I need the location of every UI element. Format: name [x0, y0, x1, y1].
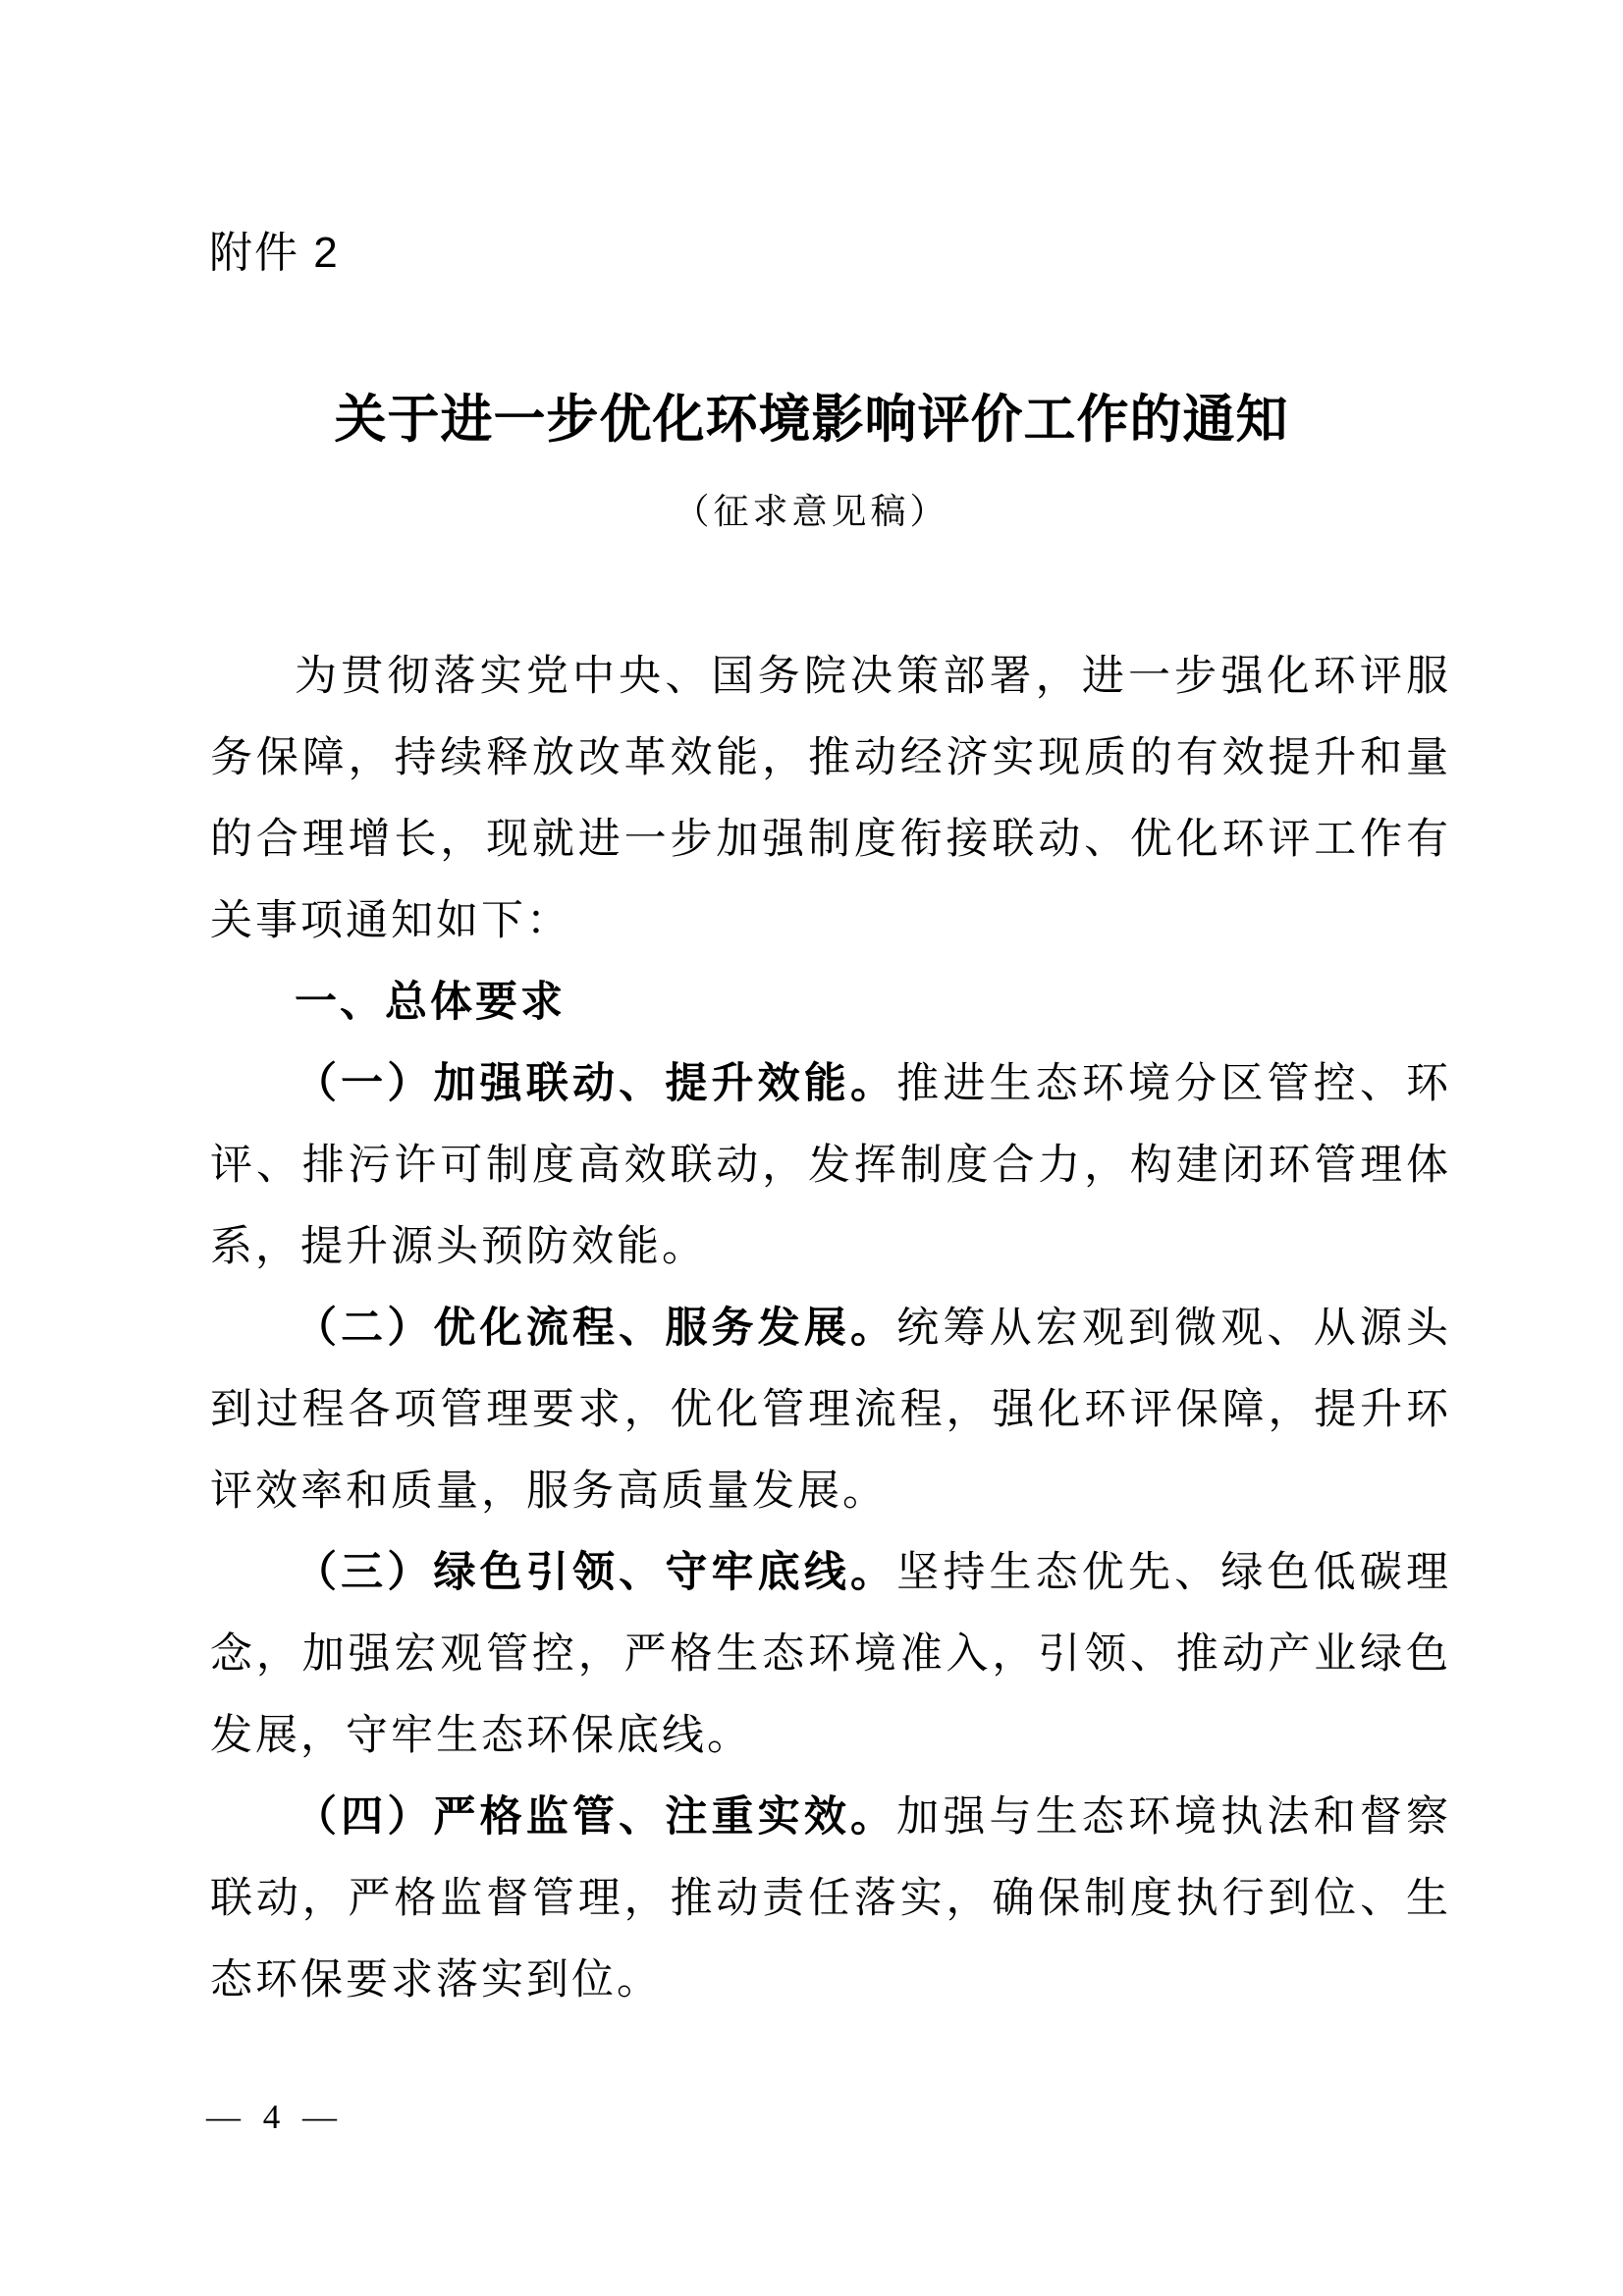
attachment-label: 附件 2: [209, 229, 340, 277]
section-heading-overall-requirements: 一、总体要求: [295, 979, 566, 1026]
item-4-lead: （四）严格监管、注重实效。: [295, 1794, 897, 1841]
document-body: [210, 636, 1451, 2021]
item-paragraph-3: [210, 1532, 1451, 1777]
item-paragraph-2: [210, 1288, 1451, 1532]
document-title: 关于进一步优化环境影响评价工作的通知: [334, 392, 1289, 449]
item-2-lead: （二）优化流程、服务发展。: [295, 1306, 897, 1352]
item-paragraph-1: [210, 1043, 1451, 1288]
item-3-body: 坚持生态优先、绿色低碳理念，加强宏观管控，严格生态环境准入，引领、推动产业绿色发展，守牢生态环保底线。: [210, 1550, 1452, 1759]
item-3-lead: （三）绿色引领、守牢底线。: [295, 1550, 897, 1596]
page-number: — 4 —: [206, 2098, 344, 2136]
document-subtitle: （征求意见稿）: [674, 492, 949, 531]
intro-paragraph: 为贯彻落实党中央、国务院决策部署，进一步强化环评服务保障，持续释放改革效能，推动经济实现质的有效提升和量的合理增长，现就进一步加强制度衔接联动、优化环评工作有关事项通知如下：: [210, 654, 1451, 944]
item-1-lead: （一）加强联动、提升效能。: [295, 1061, 897, 1107]
item-paragraph-4: [210, 1777, 1451, 2021]
item-1-body: 推进生态环境分区管控、环评、排污许可制度高效联动，发挥制度合力，构建闭环管理体系，提升源头预防效能。: [210, 1061, 1452, 1270]
item-4-body: 加强与生态环境执法和督察联动，严格监督管理，推动责任落实，确保制度执行到位、生态环保要求落实到位。: [210, 1794, 1452, 2003]
item-2-body: 统筹从宏观到微观、从源头到过程各项管理要求，优化管理流程，强化环评保障，提升环评效率和质量，服务高质量发展。: [210, 1306, 1452, 1515]
